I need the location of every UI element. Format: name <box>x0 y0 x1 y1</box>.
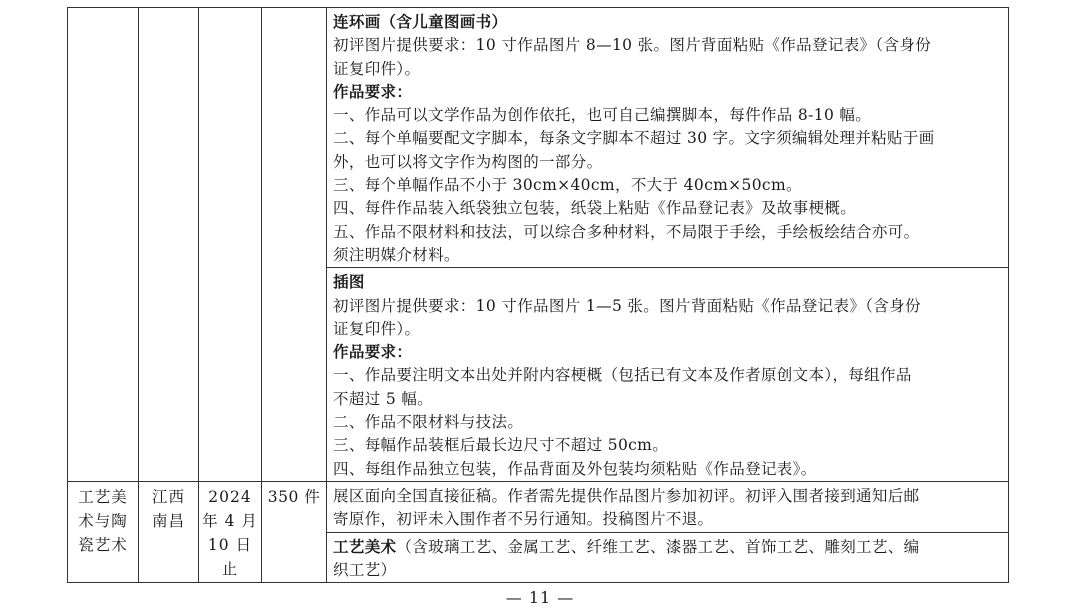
crafts-desc-2: 织工艺） <box>333 560 397 579</box>
category-line-1: 工艺美 <box>78 487 128 506</box>
crafts-intro-line-2: 寄原作，初评未入围作者不另行通知。投稿图片不退。 <box>333 510 714 529</box>
category-line-3: 瓷艺术 <box>78 535 128 554</box>
illustration-req-4: 三、每幅作品装框后最长边尺寸不超过 50cm。 <box>333 436 669 455</box>
location-cell-continued <box>139 8 199 482</box>
illustration-req-3: 二、作品不限材料与技法。 <box>333 413 524 432</box>
lianhuanhua-req-3: 外，也可以将文字作为构图的一部分。 <box>333 152 603 171</box>
requirements-table <box>67 7 1009 583</box>
quota-value: 350 件 <box>267 487 321 506</box>
lianhuanhua-title: 连环画（含儿童图画书） <box>333 13 508 31</box>
lianhuanhua-req-heading: 作品要求： <box>333 82 413 101</box>
table-row-lianhuanhua <box>68 8 1009 268</box>
illustration-title: 插图 <box>333 273 365 292</box>
category-cell-continued <box>68 8 139 482</box>
lianhuanhua-section <box>327 8 1009 268</box>
location-line-1: 江西 <box>151 487 185 506</box>
lianhuanhua-req-7: 须注明媒介材料。 <box>333 245 460 264</box>
category-cell <box>68 481 139 582</box>
crafts-desc-1: （含玻璃工艺、金属工艺、纤维工艺、漆器工艺、首饰工艺、雕刻工艺、编 <box>396 537 920 556</box>
illustration-req-2: 不超过 5 幅。 <box>333 389 434 408</box>
lianhuanhua-line-2: 证复印件）。 <box>333 59 421 78</box>
lianhuanhua-line-1: 初评图片提供要求：10 寸作品图片 8—10 张。图片背面粘贴《作品登记表》（含身份 <box>333 36 932 55</box>
table-row-crafts-intro <box>68 481 1009 532</box>
deadline-line-2: 年 4 月 <box>202 511 258 530</box>
lianhuanhua-req-4: 三、每个单幅作品不小于 30cm×40cm，不大于 40cm×50cm。 <box>333 176 802 195</box>
illustration-line-2: 证复印件）。 <box>333 319 421 338</box>
illustration-req-heading: 作品要求： <box>333 343 413 362</box>
lianhuanhua-req-1: 一、作品可以文学作品为创作依托，也可自己编撰脚本，每件作品 8-10 幅。 <box>333 106 872 125</box>
crafts-intro-line-1: 展区面向全国直接征稿。作者需先提供作品图片参加初评。初评入围者接到通知后邮 <box>333 486 920 505</box>
crafts-section <box>327 532 1009 583</box>
crafts-intro-section <box>327 481 1009 532</box>
location-line-2: 南昌 <box>151 511 185 530</box>
location-cell <box>139 481 199 582</box>
lianhuanhua-req-6: 五、作品不限材料和技法，可以综合多种材料，不局限于手绘，手绘板绘结合亦可。 <box>333 222 920 241</box>
crafts-title: 工艺美术 <box>333 537 397 556</box>
category-line-2: 术与陶 <box>78 511 128 530</box>
deadline-cell-continued <box>199 8 262 482</box>
quota-cell-continued <box>262 8 327 482</box>
deadline-line-4: 止 <box>221 559 239 578</box>
lianhuanhua-req-2: 二、每个单幅要配文字脚本，每条文字脚本不超过 30 字。文字须编辑处理并粘贴于画 <box>333 129 935 148</box>
illustration-line-1: 初评图片提供要求：10 寸作品图片 1—5 张。图片背面粘贴《作品登记表》（含身份 <box>333 296 921 315</box>
quota-cell <box>262 481 327 582</box>
illustration-req-5: 四、每组作品独立包装，作品背面及外包装均须粘贴《作品登记表》。 <box>333 459 817 478</box>
page-number: — 11 — <box>505 588 575 607</box>
deadline-line-1: 2024 <box>208 487 252 506</box>
deadline-cell <box>199 481 262 582</box>
lianhuanhua-req-5: 四、每件作品装入纸袋独立包装，纸袋上粘贴《作品登记表》及故事梗概。 <box>333 199 857 218</box>
crafts-line-1 <box>333 536 1000 559</box>
deadline-line-3: 10 日 <box>207 535 253 554</box>
illustration-section <box>327 268 1009 482</box>
illustration-req-1: 一、作品要注明文本出处并附内容梗概（包括已有文本及作者原创文本），每组作品 <box>333 366 912 385</box>
